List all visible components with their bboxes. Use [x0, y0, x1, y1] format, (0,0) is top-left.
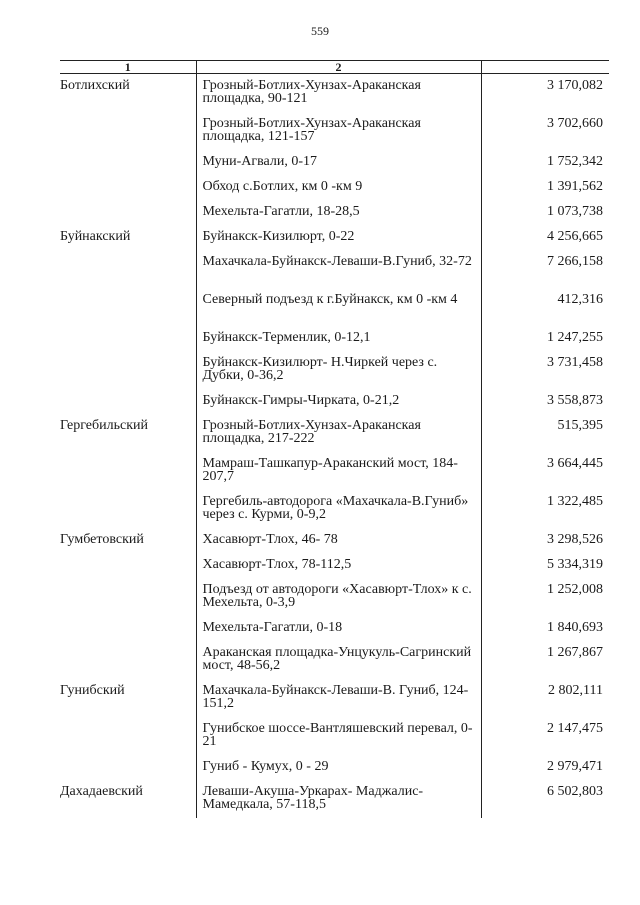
value-cell: 3 170,082 [481, 74, 609, 113]
district-cell [60, 553, 196, 578]
value-cell: 1 322,485 [481, 490, 609, 528]
value-cell: 3 664,445 [481, 452, 609, 490]
road-cell: Гунибское шоссе-Вантляшевский перевал, 0-21 [196, 717, 481, 755]
district-cell [60, 641, 196, 679]
value-cell: 3 558,873 [481, 389, 609, 414]
table-row [60, 452, 609, 490]
table-row [60, 112, 609, 150]
road-cell: Мамраш-Ташкапур-Араканский мост, 184-207,7 [196, 452, 481, 490]
table-row [60, 389, 609, 414]
table-row [60, 288, 609, 326]
value-cell: 3 702,660 [481, 112, 609, 150]
table-row [60, 200, 609, 225]
roads-table [60, 60, 609, 818]
road-cell: Обход с.Ботлих, км 0 -км 9 [196, 175, 481, 200]
table-row [60, 679, 609, 717]
value-cell: 5 334,319 [481, 553, 609, 578]
value-cell: 1 752,342 [481, 150, 609, 175]
table-row [60, 175, 609, 200]
table-header-row [60, 61, 609, 74]
road-cell: Гуниб - Кумух, 0 - 29 [196, 755, 481, 780]
value-cell: 7 266,158 [481, 250, 609, 288]
district-cell: Гергебильский [60, 418, 148, 433]
road-cell: Махачкала-Буйнакск-Леваши-В. Гуниб, 124-151,2 [196, 679, 481, 717]
table-row [60, 528, 609, 553]
value-cell: 3 731,458 [481, 351, 609, 389]
table-row [60, 780, 609, 818]
value-cell: 2 147,475 [481, 717, 609, 755]
value-cell: 1 267,867 [481, 641, 609, 679]
value-cell: 1 840,693 [481, 616, 609, 641]
value-cell: 6 502,803 [481, 780, 609, 818]
page-number: 559 [311, 24, 329, 38]
road-cell: Мехельта-Гагатли, 0-18 [196, 616, 481, 641]
road-cell: Грозный-Ботлих-Хунзах-Араканская площадка, 217-222 [196, 414, 481, 452]
district-cell [60, 175, 196, 200]
district-cell: Гунибский [60, 683, 125, 698]
value-cell: 3 298,526 [481, 528, 609, 553]
road-cell: Буйнакск-Кизилюрт, 0-22 [196, 225, 481, 250]
road-cell: Буйнакск-Кизилюрт- Н.Чиркей через с. Дубки, 0-36,2 [196, 351, 481, 389]
column-header-1: 1 [60, 61, 196, 74]
value-cell: 412,316 [481, 288, 609, 326]
table-row [60, 351, 609, 389]
road-cell: Муни-Агвали, 0-17 [196, 150, 481, 175]
district-cell [60, 250, 196, 288]
district-cell [60, 351, 196, 389]
road-cell: Хасавюрт-Тлох, 46- 78 [196, 528, 481, 553]
road-cell: Араканская площадка-Унцукуль-Сагринский мост, 48-56,2 [196, 641, 481, 679]
district-cell: Гумбетовский [60, 532, 144, 547]
value-cell: 1 073,738 [481, 200, 609, 225]
district-cell [60, 389, 196, 414]
district-cell [60, 452, 196, 490]
table-row [60, 616, 609, 641]
district-cell [60, 150, 196, 175]
road-cell: Буйнакск-Терменлик, 0-12,1 [196, 326, 481, 351]
value-cell: 2 979,471 [481, 755, 609, 780]
table-row [60, 641, 609, 679]
district-cell [60, 755, 196, 780]
table-row [60, 490, 609, 528]
table-row [60, 414, 609, 452]
road-cell: Махачкала-Буйнакск-Леваши-В.Гуниб, 32-72 [196, 250, 481, 288]
district-cell [60, 288, 196, 326]
road-cell: Гергебиль-автодорога «Махачкала-В.Гуниб» через с. Курми, 0-9,2 [196, 490, 481, 528]
road-cell: Грозный-Ботлих-Хунзах-Араканская площадка, 121-157 [196, 112, 481, 150]
road-cell: Подъезд от автодороги «Хасавюрт-Тлох» к с. Мехельта, 0-3,9 [196, 578, 481, 616]
district-cell [60, 200, 196, 225]
district-cell: Дахадаевский [60, 784, 143, 799]
value-cell: 1 391,562 [481, 175, 609, 200]
value-cell: 2 802,111 [481, 679, 609, 717]
road-cell: Буйнакск-Гимры-Чирката, 0-21,2 [196, 389, 481, 414]
district-cell: Ботлихский [60, 78, 130, 93]
table-row [60, 74, 609, 113]
road-cell: Хасавюрт-Тлох, 78-112,5 [196, 553, 481, 578]
road-cell: Мехельта-Гагатли, 18-28,5 [196, 200, 481, 225]
table-row [60, 717, 609, 755]
district-cell [60, 578, 196, 616]
value-cell: 1 247,255 [481, 326, 609, 351]
district-cell [60, 490, 196, 528]
district-cell [60, 616, 196, 641]
table-row [60, 250, 609, 288]
table-row [60, 225, 609, 250]
road-cell: Северный подъезд к г.Буйнакск, км 0 -км 4 [196, 288, 481, 326]
column-header-3 [481, 61, 609, 74]
table-row [60, 755, 609, 780]
value-cell: 4 256,665 [481, 225, 609, 250]
table-row [60, 553, 609, 578]
district-cell [60, 717, 196, 755]
district-cell: Буйнакский [60, 229, 131, 244]
road-cell: Леваши-Акуша-Уркарах- Маджалис- Мамедкала, 57-118,5 [196, 780, 481, 818]
road-cell: Грозный-Ботлих-Хунзах-Араканская площадка, 90-121 [196, 74, 481, 113]
value-cell: 515,395 [481, 414, 609, 452]
district-cell [60, 326, 196, 351]
value-cell: 1 252,008 [481, 578, 609, 616]
table-row [60, 326, 609, 351]
table-row [60, 150, 609, 175]
table-row [60, 578, 609, 616]
district-cell [60, 112, 196, 150]
column-header-2: 2 [196, 61, 481, 74]
